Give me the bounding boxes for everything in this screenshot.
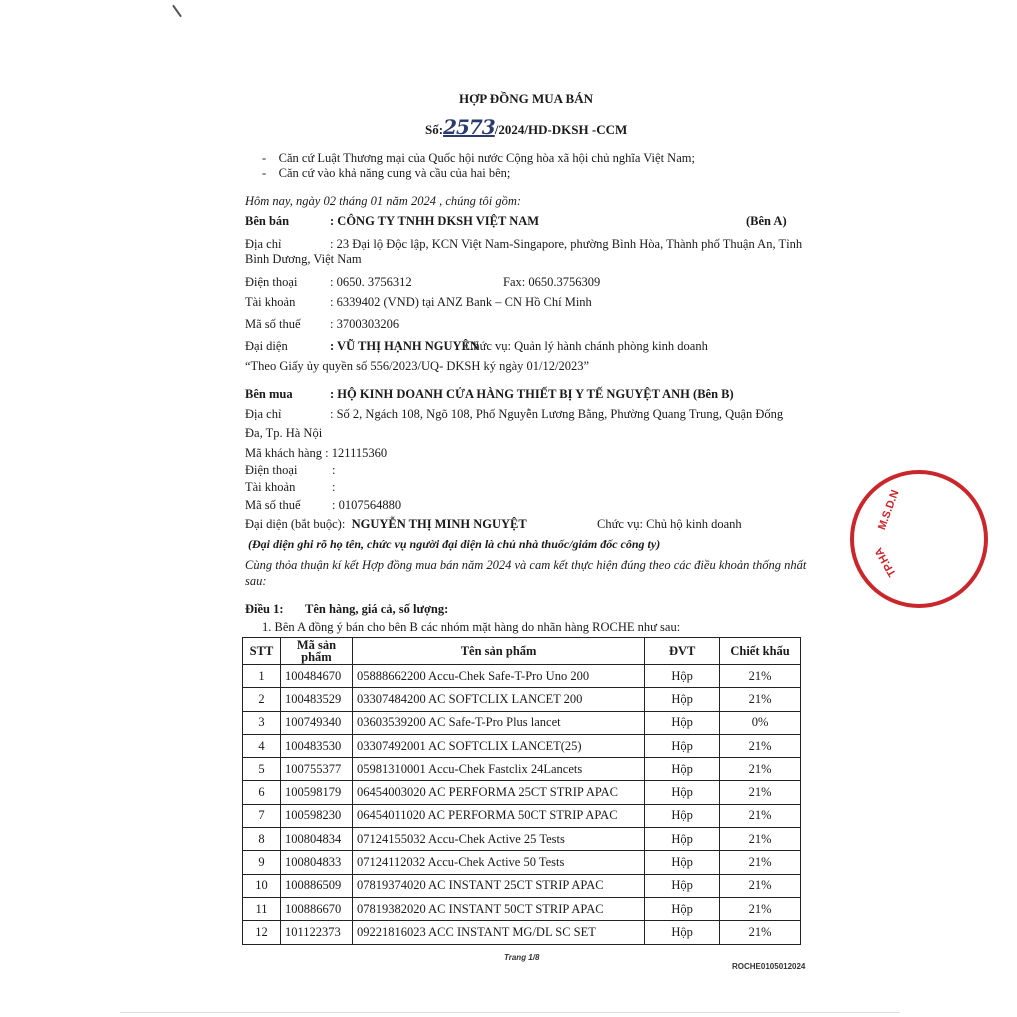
table-header-row — [243, 638, 801, 665]
buyer-address-cont: Đa, Tp. Hà Nội — [245, 426, 323, 440]
cell-product-code: 100749340 — [280, 711, 352, 734]
cell-stt: 9 — [243, 851, 281, 874]
cell-product-name: 07819374020 AC INSTANT 25CT STRIP APAC — [352, 874, 644, 897]
cell-product-code: 100598179 — [280, 781, 352, 804]
cell-unit: Hộp — [645, 804, 720, 827]
cell-product-code: 101122373 — [280, 921, 352, 944]
cell-stt: 5 — [243, 758, 281, 781]
cell-product-code: 100483530 — [280, 734, 352, 757]
cell-stt: 12 — [243, 921, 281, 944]
product-table — [242, 637, 801, 945]
cell-product-code: 100483529 — [280, 688, 352, 711]
cell-discount: 21% — [720, 781, 801, 804]
cell-stt: 8 — [243, 828, 281, 851]
cell-discount: 21% — [720, 688, 801, 711]
article-1-label: Điều 1: — [245, 602, 284, 616]
seller-name-row: Bên bán : CÔNG TY TNHH DKSH VIỆT NAM — [245, 214, 540, 228]
buyer-rep: Đại diện (bắt buộc): NGUYỄN THỊ MINH NGUYỆT — [245, 517, 527, 531]
table-row — [243, 897, 801, 920]
preamble-item: - Căn cứ Luật Thương mại của Quốc hội nước Cộng hòa xã hội chủ nghĩa Việt Nam; — [262, 151, 695, 165]
seller-fax: Fax: 0650.3756309 — [503, 275, 601, 289]
buyer-customer-code: Mã khách hàng : 121115360 — [245, 446, 388, 460]
cell-product-name: 03603539200 AC Safe-T-Pro Plus lancet — [352, 711, 644, 734]
cell-discount: 21% — [720, 734, 801, 757]
cell-stt: 6 — [243, 781, 281, 804]
table-row — [243, 874, 801, 897]
cell-unit: Hộp — [645, 711, 720, 734]
agreement-text-cont: sau: — [245, 574, 267, 588]
buyer-name-row: Bên mua : HỘ KINH DOANH CỬA HÀNG THIẾT BỊ Y TẾ NGUYỆT ANH (Bên B) — [245, 387, 734, 401]
cell-product-name: 09221816023 ACC INSTANT MG/DL SC SET — [352, 921, 644, 944]
buyer-rep-position: Chức vụ: Chủ hộ kinh doanh — [597, 517, 742, 531]
cell-product-name: 03307484200 AC SOFTCLIX LANCET 200 — [352, 688, 644, 711]
page-number: Trang 1/8 — [504, 953, 540, 962]
agreement-text: Cùng thỏa thuận kí kết Hợp đồng mua bán năm 2024 và cam kết thực hiện đúng theo các điều khoản thống nhất — [245, 558, 807, 572]
preamble-item: - Căn cứ vào khả năng cung và cầu của hai bên; — [262, 166, 511, 180]
company-stamp: M.S.D.N TP.HA — [850, 470, 988, 608]
col-header: Chiết khấu — [720, 638, 801, 665]
cell-stt: 10 — [243, 874, 281, 897]
cell-product-name: 06454011020 AC PERFORMA 50CT STRIP APAC — [352, 804, 644, 827]
seller-party: (Bên A) — [746, 214, 787, 228]
cell-stt: 7 — [243, 804, 281, 827]
table-row — [243, 851, 801, 874]
cell-unit: Hộp — [645, 734, 720, 757]
buyer-account: Tài khoản : — [245, 480, 336, 494]
cell-stt: 3 — [243, 711, 281, 734]
cell-unit: Hộp — [645, 665, 720, 688]
table-row — [243, 804, 801, 827]
intro-text: Hôm nay, ngày 02 tháng 01 năm 2024 , chúng tôi gồm: — [245, 194, 522, 208]
cell-discount: 21% — [720, 851, 801, 874]
cell-discount: 21% — [720, 665, 801, 688]
seller-tax: Mã số thuế : 3700303206 — [245, 317, 400, 331]
contract-number — [425, 115, 627, 139]
cell-product-code: 100804834 — [280, 828, 352, 851]
cell-stt: 1 — [243, 665, 281, 688]
seller-account: Tài khoản : 6339402 (VND) tại ANZ Bank – CN Hồ Chí Minh — [245, 295, 592, 309]
buyer-phone: Điện thoại : — [245, 463, 336, 477]
table-row — [243, 711, 801, 734]
table-row — [243, 758, 801, 781]
cell-product-code: 100886509 — [280, 874, 352, 897]
number-suffix: /2024/HD-DKSH -CCM — [494, 122, 628, 137]
col-header: ĐVT — [645, 638, 720, 665]
cell-product-name: 07124155032 Accu-Chek Active 25 Tests — [352, 828, 644, 851]
cell-product-name: 07819382020 AC INSTANT 50CT STRIP APAC — [352, 897, 644, 920]
cell-stt: 2 — [243, 688, 281, 711]
cell-unit: Hộp — [645, 688, 720, 711]
cell-product-code: 100886670 — [280, 897, 352, 920]
seller-phone: Điện thoại : 0650. 3756312 — [245, 275, 412, 289]
table-row — [243, 665, 801, 688]
cell-product-name: 05981310001 Accu-Chek Fastclix 24Lancets — [352, 758, 644, 781]
table-row — [243, 781, 801, 804]
cell-discount: 21% — [720, 758, 801, 781]
cell-product-name: 07124112032 Accu-Chek Active 50 Tests — [352, 851, 644, 874]
buyer-tax: Mã số thuế : 0107564880 — [245, 498, 402, 512]
cell-product-code: 100804833 — [280, 851, 352, 874]
col-header: Mã sản phẩm — [280, 638, 352, 665]
cell-product-name: 05888662200 Accu-Chek Safe-T-Pro Uno 200 — [352, 665, 644, 688]
article-1-title: Tên hàng, giá cả, số lượng: — [305, 602, 449, 616]
cell-discount: 21% — [720, 828, 801, 851]
cell-unit: Hộp — [645, 874, 720, 897]
cell-discount: 21% — [720, 804, 801, 827]
cell-unit: Hộp — [645, 758, 720, 781]
scan-edge — [120, 1012, 900, 1013]
article-1-item: 1. Bên A đồng ý bán cho bên B các nhóm mặt hàng do nhãn hàng ROCHE như sau: — [262, 620, 681, 634]
document-title: HỢP ĐỒNG MUA BÁN — [459, 91, 593, 106]
seller-rep-position: Chức vụ: Quản lý hành chánh phòng kinh doanh — [465, 339, 708, 353]
cell-unit: Hộp — [645, 921, 720, 944]
cell-unit: Hộp — [645, 897, 720, 920]
cell-unit: Hộp — [645, 828, 720, 851]
cell-product-name: 03307492001 AC SOFTCLIX LANCET(25) — [352, 734, 644, 757]
cell-product-code: 100598230 — [280, 804, 352, 827]
table-row — [243, 688, 801, 711]
pen-mark — [172, 5, 182, 18]
col-header: Tên sản phẩm — [352, 638, 644, 665]
seller-address: Địa chỉ : 23 Đại lộ Độc lập, KCN Việt Nam-Singapore, phường Bình Hòa, Thành phố Thuận An, Tỉnh — [245, 237, 803, 251]
document-code: ROCHE0105012024 — [732, 962, 806, 971]
cell-unit: Hộp — [645, 851, 720, 874]
cell-stt: 11 — [243, 897, 281, 920]
cell-product-name: 06454003020 AC PERFORMA 25CT STRIP APAC — [352, 781, 644, 804]
cell-product-code: 100484670 — [280, 665, 352, 688]
seller-authorization: “Theo Giấy ủy quyền số 556/2023/UQ- DKSH ký ngày 01/12/2023” — [245, 359, 590, 373]
buyer-rep-note: (Đại diện ghi rõ họ tên, chức vụ người đại diện là chủ nhà thuốc/giám đốc công ty) — [248, 537, 661, 551]
cell-product-code: 100755377 — [280, 758, 352, 781]
cell-stt: 4 — [243, 734, 281, 757]
table-row — [243, 828, 801, 851]
seller-address-cont: Bình Dương, Việt Nam — [245, 252, 362, 266]
table-row — [243, 734, 801, 757]
table-row — [243, 921, 801, 944]
cell-discount: 0% — [720, 711, 801, 734]
seller-rep: Đại diện : VŨ THỊ HẠNH NGUYÊN — [245, 339, 479, 353]
cell-discount: 21% — [720, 897, 801, 920]
handwritten-number: 2573 — [443, 115, 495, 139]
number-prefix: Số: — [425, 122, 444, 137]
cell-discount: 21% — [720, 921, 801, 944]
cell-discount: 21% — [720, 874, 801, 897]
buyer-address: Địa chỉ : Số 2, Ngách 108, Ngõ 108, Phố Nguyễn Lương Bằng, Phường Quang Trung, Quận Đống — [245, 407, 784, 421]
cell-unit: Hộp — [645, 781, 720, 804]
col-header: STT — [243, 638, 281, 665]
